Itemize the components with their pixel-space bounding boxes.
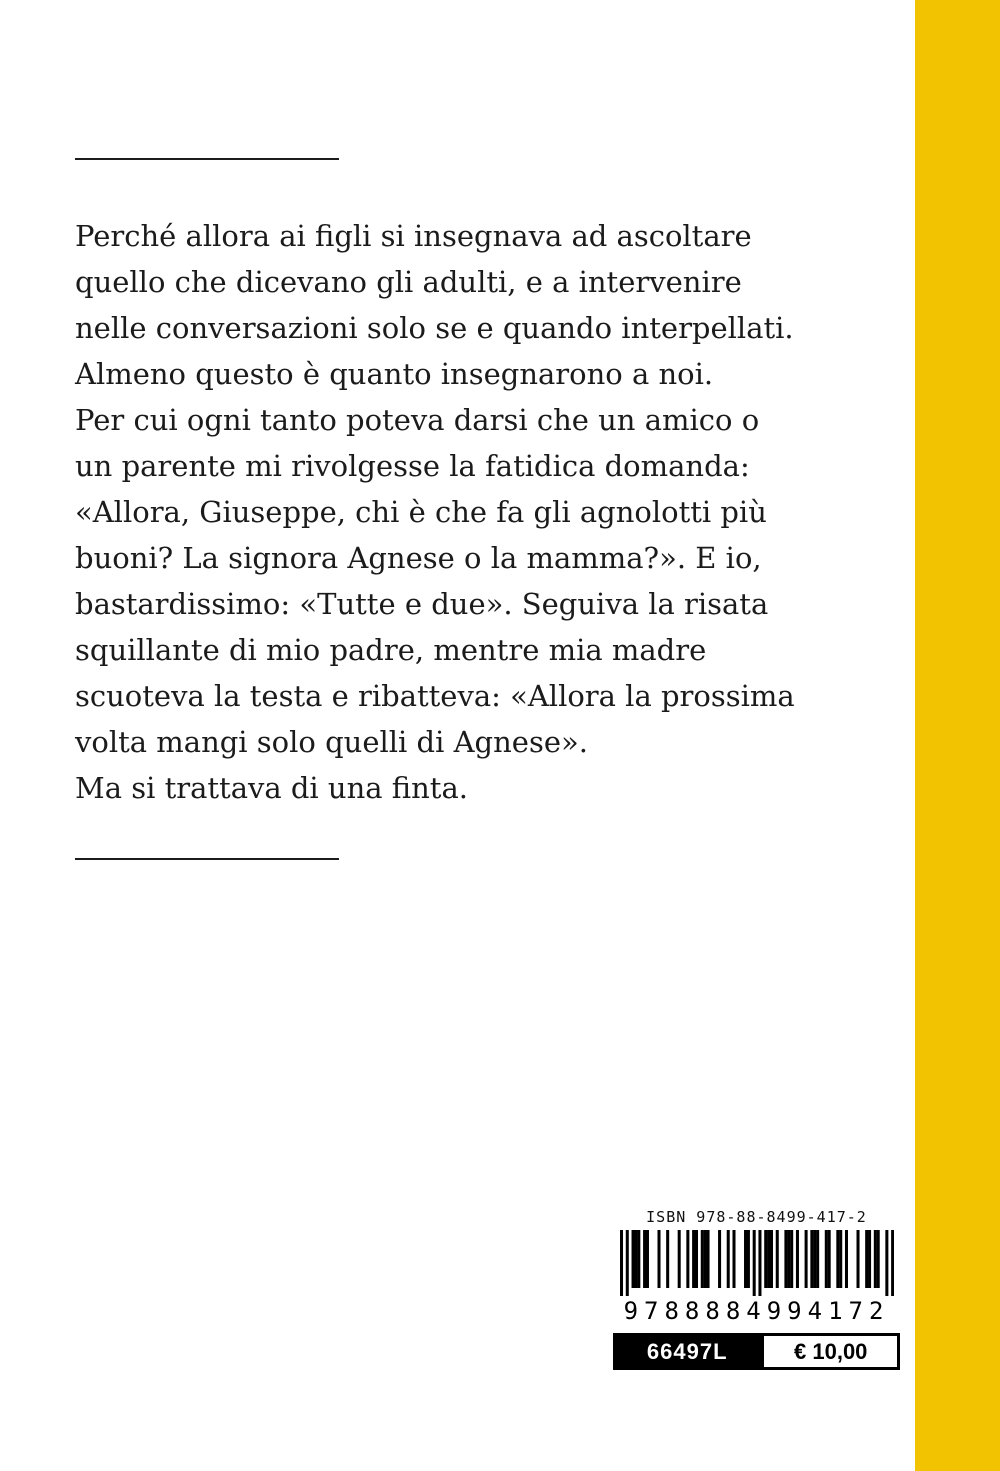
isbn-label: ISBN 978-88-8499-417-2 [646,1208,867,1226]
text-line: «Allora, Giuseppe, chi è che fa gli agnolotti più [75,495,767,529]
price-tag: € 10,00 [761,1333,900,1370]
text-line: Ma si trattava di una finta. [75,771,468,805]
text-line: Per cui ogni tanto poteva darsi che un amico o [75,403,760,437]
text-line: volta mangi solo quelli di Agnese». [75,725,588,759]
text-line: buoni? La signora Agnese o la mamma?». E io, [75,541,762,575]
text-line: scuoteva la testa e ribatteva: «Allora la prossima [75,679,795,713]
top-rule [75,158,339,160]
text-line: quello che dicevano gli adulti, e a intervenire [75,265,742,299]
edition-code-badge: 66497L [613,1333,761,1370]
body-text [75,213,795,811]
bottom-rule [75,858,339,860]
barcode-panel [613,1206,900,1370]
barcode-number: 9788884994172 [623,1297,890,1325]
accent-stripe [915,0,1000,1471]
barcode-bars-icon [620,1230,894,1296]
text-line: nelle conversazioni solo se e quando interpellati. [75,311,794,345]
text-line: squillante di mio padre, mentre mia madre [75,633,707,667]
text-line: bastardissimo: «Tutte e due». Seguiva la risata [75,587,769,621]
text-line: Perché allora ai figli si insegnava ad ascoltare [75,219,752,253]
text-line: Almeno questo è quanto insegnarono a noi. [75,357,714,391]
price-row [613,1333,900,1370]
text-line: un parente mi rivolgesse la fatidica domanda: [75,449,750,483]
